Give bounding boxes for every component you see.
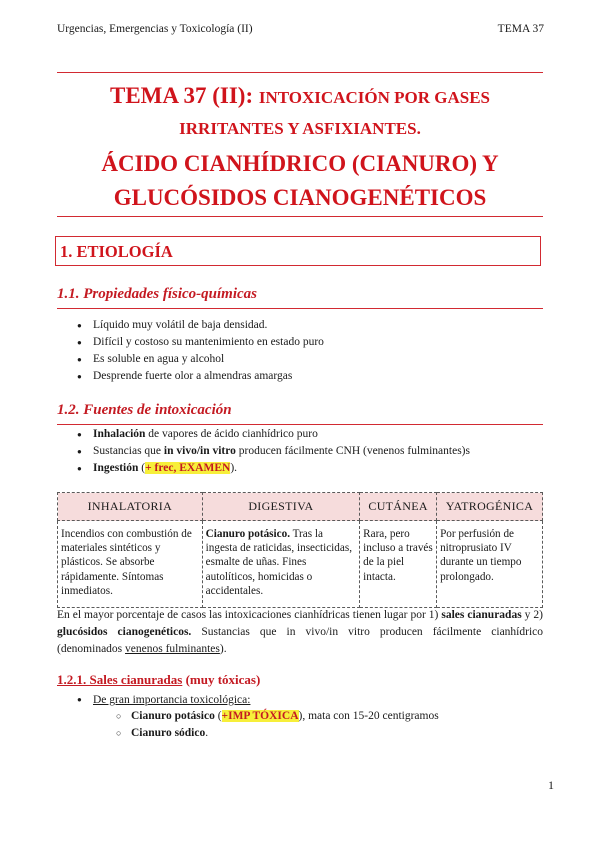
title-line-3: ÁCIDO CIANHÍDRICO (CIANURO) Y GLUCÓSIDOS CIANOGENÉTICOS <box>101 151 499 210</box>
table-cell-yatrogenica: Por perfusión de nitroprusiato IV durante un tiempo prolongado. <box>437 521 543 608</box>
title-divider <box>57 216 543 217</box>
table-row <box>58 521 543 608</box>
running-header-right: TEMA 37 <box>497 23 544 35</box>
section-title: 1. ETIOLOGÍA <box>60 242 173 261</box>
title-line1-rest: INTOXICACIÓN POR GASES <box>258 88 490 107</box>
subsection-divider-1 <box>57 308 543 309</box>
table-cell-digestiva: Cianuro potásico. Tras la ingesta de raticidas, insecticidas, esmalte de uñas. Fines autolíticos, homicidas o accidentales. <box>202 521 359 608</box>
header-divider <box>57 72 543 73</box>
subsection-propiedades-title: 1.1. Propiedades físico-químicas <box>57 286 257 302</box>
body-paragraph: En el mayor porcentaje de casos las intoxicaciones cianhídricas tienen lugar por 1) sales cianuradas y 2) glucósidos cianogenéticos. Sustancias que in vivo/in vitro producen fácilmente cianhídrico (denominados venenos fulminantes). <box>57 609 543 655</box>
title-line-1 <box>57 80 543 114</box>
title-line-2: IRRITANTES Y ASFIXIANTES. <box>179 119 421 138</box>
list-item: ○ Cianuro potásico (+IMP TÓXICA), mata con 15-20 centigramos <box>116 708 439 725</box>
fuentes-table <box>57 492 543 608</box>
list-item: ○ Cianuro sódico. <box>116 725 439 742</box>
list-item: ● Inhalación de vapores de ácido cianhídrico puro <box>77 426 470 443</box>
sales-sublist <box>116 708 439 742</box>
subsection-divider-2 <box>57 424 543 425</box>
section-etiologia <box>55 236 541 266</box>
table-header-yatrogenica: YATROGÉNICA <box>437 493 543 521</box>
list-item: ● De gran importancia toxicológica: <box>77 692 250 708</box>
table-header-cutanea: CUTÁNEA <box>360 493 437 521</box>
subsection-fuentes-title: 1.2. Fuentes de intoxicación <box>57 402 232 418</box>
sales-list <box>77 692 250 708</box>
table-header-digestiva: DIGESTIVA <box>202 493 359 521</box>
running-header-left: Urgencias, Emergencias y Toxicología (II) <box>57 23 253 35</box>
list-item: ● Desprende fuerte olor a almendras amargas <box>77 368 324 385</box>
list-item: ● Sustancias que in vivo/in vitro producen fácilmente CNH (venenos fulminantes)s <box>77 443 470 460</box>
list-item: ● Ingestión (+ frec, EXAMEN). <box>77 460 470 477</box>
title-tema: TEMA 37 (II): <box>110 83 254 108</box>
subsection-sales-title: 1.2.1. Sales cianuradas (muy tóxicas) <box>57 672 261 687</box>
table-cell-inhalatoria: Incendios con combustión de materiales sintéticos y plásticos. Se absorbe rápidamente. Síntomas inmediatos. <box>58 521 203 608</box>
highlight-exam: + frec, EXAMEN <box>145 462 231 474</box>
propiedades-list <box>77 317 324 385</box>
table-header-inhalatoria: INHALATORIA <box>58 493 203 521</box>
table-cell-cutanea: Rara, pero incluso a través de la piel intacta. <box>360 521 437 608</box>
page-title <box>57 80 543 215</box>
list-item: ● Líquido muy volátil de baja densidad. <box>77 317 324 334</box>
highlight-imp-toxica: +IMP TÓXICA <box>221 710 299 722</box>
page-number: 1 <box>548 778 554 792</box>
list-item: ● Difícil y costoso su mantenimiento en estado puro <box>77 334 324 351</box>
fuentes-list <box>77 426 470 477</box>
list-item: ● Es soluble en agua y alcohol <box>77 351 324 368</box>
